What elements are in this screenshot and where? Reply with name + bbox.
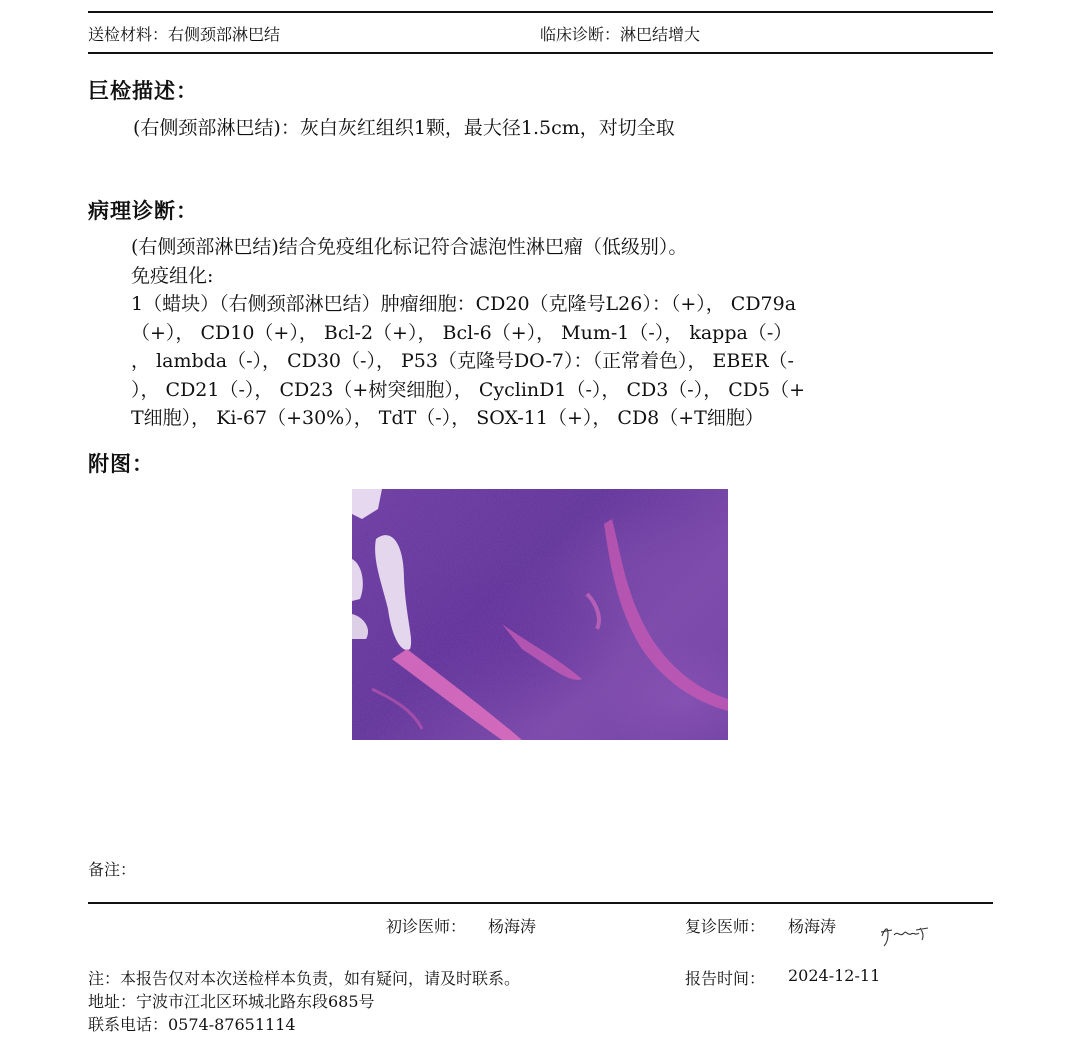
diagnosis-line: ）， CD21（-）， CD23（+树突细胞）， CyclinD1（-）， CD3（-）， CD5（+ bbox=[131, 378, 806, 401]
footer-rule bbox=[88, 902, 993, 904]
review-doctor-label: 复诊医师： bbox=[685, 917, 766, 936]
diagnosis-line: T细胞）， Ki-67（+30%）， TdT（-）， SOX-11（+）， CD8（+T细胞） bbox=[131, 407, 764, 429]
micrograph-texture bbox=[352, 489, 728, 740]
diagnosis-line: (右侧颈部淋巴结)结合免疫组化标记符合滤泡性淋巴瘤（低级别）。 bbox=[131, 236, 688, 258]
specimen-label: 送检材料：右侧颈部淋巴结 bbox=[88, 25, 281, 44]
gross-heading: 巨检描述： bbox=[88, 78, 198, 103]
diagnosis-block bbox=[131, 233, 805, 433]
address: 地址：宁波市江北区环城北路东段685号 bbox=[88, 992, 375, 1011]
diagnosis-line: 免疫组化: bbox=[131, 264, 214, 287]
disclaimer-note: 注：本报告仅对本次送检样本负责，如有疑问，请及时联系。 bbox=[88, 969, 521, 988]
diagnosis-line: （+）， CD10（+）， Bcl-2（+）， Bcl-6（+）， Mum-1（-）， kappa（-） bbox=[131, 321, 793, 344]
header-rule bbox=[88, 52, 993, 54]
histology-micrograph bbox=[352, 489, 728, 740]
clinical-diagnosis-label: 临床诊断：淋巴结增大 bbox=[540, 25, 701, 44]
report-time-value: 2024-12-11 bbox=[788, 966, 881, 985]
phone-number: 联系电话：0574-87651114 bbox=[88, 1015, 296, 1034]
initial-doctor-name: 杨海涛 bbox=[488, 917, 537, 936]
review-doctor-name: 杨海涛 bbox=[788, 917, 837, 936]
figure-heading: 附图： bbox=[88, 451, 154, 476]
handwritten-signature bbox=[876, 918, 936, 948]
diagnosis-line: 1（蜡块）（右侧颈部淋巴结）肿瘤细胞：CD20（克隆号L26）：（+）， CD79a bbox=[131, 293, 797, 315]
gross-text: (右侧颈部淋巴结)：灰白灰红组织1颗，最大径1.5cm，对切全取 bbox=[133, 117, 675, 139]
remarks-label: 备注： bbox=[88, 860, 137, 879]
top-rule bbox=[88, 11, 993, 13]
diagnosis-line: ， lambda（-）， CD30（-）， P53（克隆号DO-7）：（正常着色）， EBER（- bbox=[131, 350, 794, 372]
diagnosis-heading: 病理诊断： bbox=[88, 198, 198, 223]
report-time-label: 报告时间： bbox=[685, 969, 766, 988]
initial-doctor-label: 初诊医师： bbox=[386, 917, 467, 936]
